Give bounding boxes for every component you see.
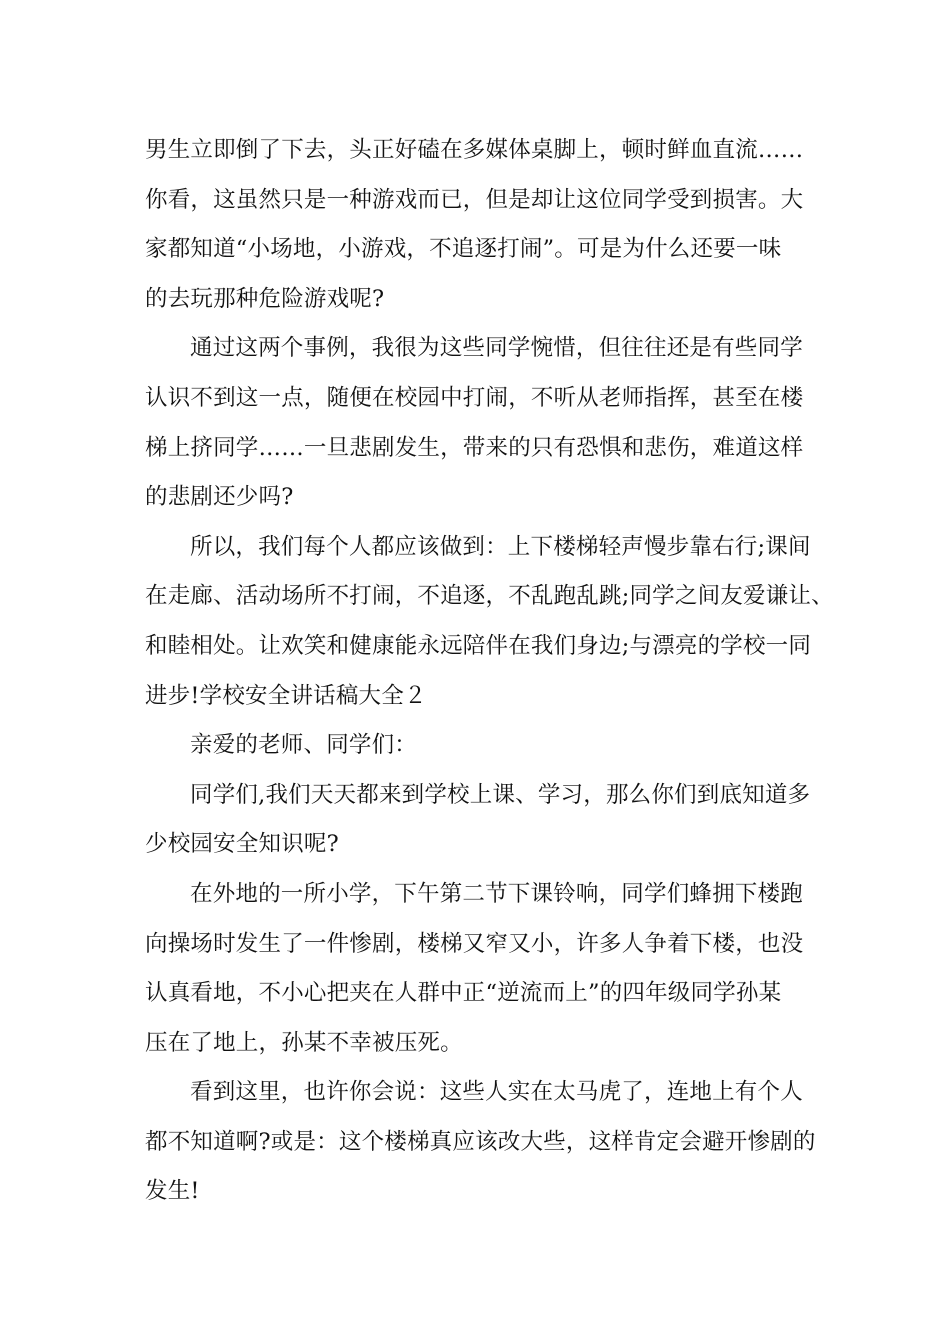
text-line: 通过这两个事例，我很为这些同学惋惜，但往往还是有些同学 <box>190 335 803 362</box>
paragraph-7 <box>145 870 811 1068</box>
text-line: 向操场时发生了一件惨剧，楼梯又窄又小，许多人争着下楼，也没 <box>145 930 804 957</box>
text-line: 少校园安全知识呢? <box>145 831 339 858</box>
text-line: 所以，我们每个人都应该做到：上下楼梯轻声慢步靠右行;课间 <box>190 533 811 560</box>
text-line: 发生! <box>145 1178 200 1205</box>
paragraph-1 <box>145 126 811 176</box>
text-line: 的悲剧还少吗? <box>145 484 294 511</box>
text-line: 同学们,我们天天都来到学校上课、学习，那么你们到底知道多 <box>190 781 811 808</box>
document-body <box>145 126 834 1217</box>
text-line: 家都知道“小场地，小游戏，不追逐打闹”。可是为什么还要一味 <box>145 236 782 263</box>
text-line: 男生立即倒了下去，头正好磕在多媒体桌脚上，顿时鲜血直流…… <box>145 137 804 163</box>
text-line: 的去玩那种危险游戏呢? <box>145 285 385 312</box>
text-line: 和睦相处。让欢笑和健康能永远陪伴在我们身边;与漂亮的学校一同 <box>145 632 812 659</box>
text-line: 看到这里，也许你会说：这些人实在太马虎了，连地上有个人 <box>190 1079 803 1106</box>
paragraph-4 <box>145 523 834 721</box>
text-line: 进步!学校安全讲话稿大全２ <box>145 682 427 709</box>
text-line: 亲爱的老师、同学们： <box>190 732 418 759</box>
paragraph-5 <box>145 721 811 771</box>
text-line: 认识不到这一点，随便在校园中打闹，不听从老师指挥，甚至在楼 <box>145 384 804 411</box>
text-line: 认真看地，不小心把夹在人群中正“逆流而上”的四年级同学孙某 <box>145 980 782 1007</box>
paragraph-8 <box>145 1068 816 1217</box>
paragraph-2 <box>145 176 811 325</box>
text-line: 你看，这虽然只是一种游戏而已，但是却让这位同学受到损害。大 <box>145 186 804 213</box>
text-line: 在外地的一所小学，下午第二节下课铃响，同学们蜂拥下楼跑 <box>190 880 803 907</box>
text-line: 压在了地上，孙某不幸被压死。 <box>145 1029 463 1056</box>
text-line: 在走廊、活动场所不打闹，不追逐，不乱跑乱跳;同学之间友爱谦让、 <box>145 583 834 610</box>
paragraph-3 <box>145 324 811 522</box>
text-line: 梯上挤同学……一旦悲剧发生，带来的只有恐惧和悲伤，难道这样 <box>145 434 804 461</box>
paragraph-6 <box>145 771 811 870</box>
text-line: 都不知道啊?或是：这个楼梯真应该改大些，这样肯定会避开惨剧的 <box>145 1128 816 1155</box>
